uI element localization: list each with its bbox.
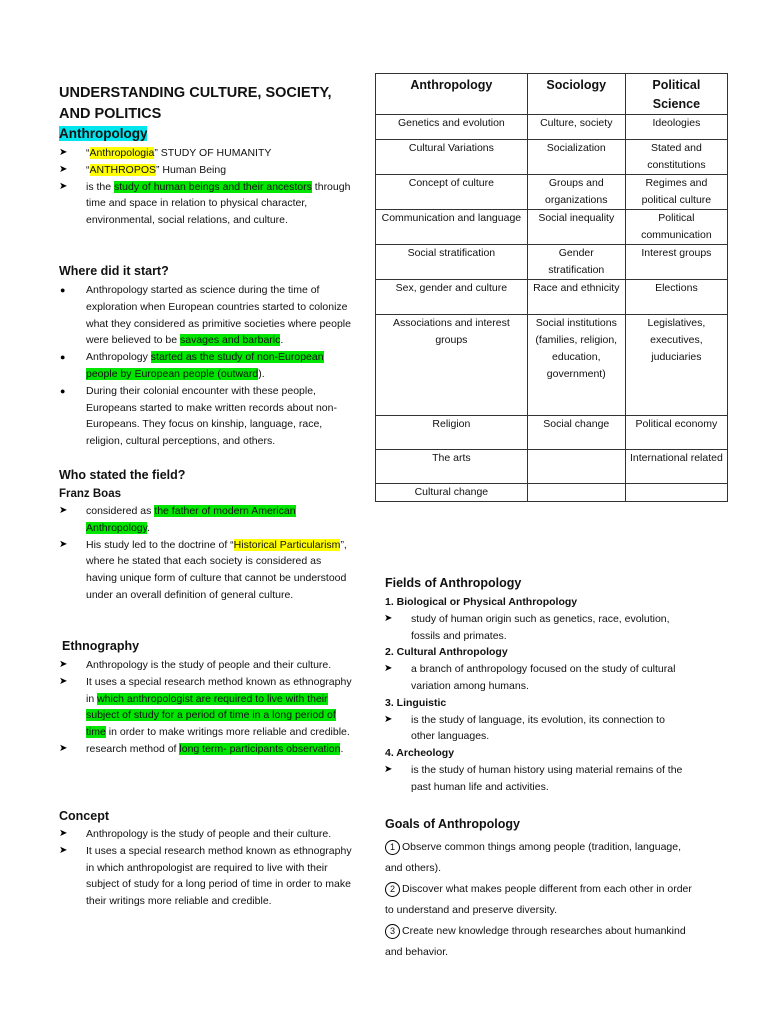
table-cell: Cultural change [376,484,528,502]
table-row [376,210,728,245]
list-item: ➤ “Anthropologia” STUDY OF HUMANITY [86,145,354,162]
table-cell [527,450,625,484]
list-item: ➤ is the study of language, its evolution, its connection to other languages. [411,712,685,746]
table-cell: Elections [625,280,727,315]
circled-number-icon: 3 [385,924,400,939]
who-heading: Who stated the field? [59,468,186,482]
circled-number-icon: 1 [385,840,400,855]
goal-item: 3 Create new knowledge through researches about humankind and behavior. [385,925,686,958]
table-cell: Gender stratification [527,245,625,280]
list-item: ➤ Anthropology is the study of people and their culture. [86,826,356,843]
table-cell: Race and ethnicity [527,280,625,315]
goal-item: 2 Discover what makes people different from each other in order to understand and preserve diversity. [385,883,692,916]
table-cell [625,484,727,502]
where-heading: Where did it start? [59,264,169,278]
table-cell: The arts [376,450,528,484]
field-title: 2. Cultural Anthropology [385,646,508,659]
table-cell: Cultural Variations [376,140,528,175]
table-cell: Religion [376,416,528,450]
list-item: ➤ research method of long term- participants observation. [86,741,356,758]
list-item: ➤ His study led to the doctrine of “Historical Particularism”, where he stated that each society is considered as having unique form of culture that cannot be understood under an overall definition of general culture. [86,537,354,604]
table-cell: Legislatives, executives, juduciaries [625,315,727,416]
fields-heading: Fields of Anthropology [385,576,522,590]
table-cell: Interest groups [625,245,727,280]
table-cell: Political economy [625,416,727,450]
table-header: Political Science [625,74,727,115]
list-item: ➤ It uses a special research method known as ethnography in which anthropologist are required to live with their subject of study for a period of time in a long period of time in order to make writings more reliable and credible. [86,674,356,741]
list-item: ➤ Anthropology is the study of people and their culture. [86,657,356,674]
table-header: Sociology [527,74,625,115]
table-cell: Concept of culture [376,175,528,210]
table-row [376,484,728,502]
ethnography-list [86,657,356,758]
list-item: ➤ study of human origin such as genetics, race, evolution, fossils and primates. [411,611,685,645]
anthropology-list [86,145,354,229]
list-item: ● During their colonial encounter with these people, Europeans started to make written records about non- Europeans. They focus on kinship, language, race, religion, cultural perceptions, and others. [86,383,354,450]
table-cell: Social institutions (families, religion, education, government) [527,315,625,416]
table-cell: Stated and constitutions [625,140,727,175]
table-row [376,245,728,280]
list-item: ➤ is the study of human beings and their ancestors through time and space in relation to physical character, environmental, social relations, and culture. [86,179,354,229]
goals-list [385,837,695,963]
table-header: Anthropology [376,74,528,115]
table-row [376,140,728,175]
table-cell [527,484,625,502]
list-item: ➤ is the study of human history using material remains of the past human life and activities. [411,762,685,796]
anthropology-heading: Anthropology [59,126,148,141]
table-cell: Communication and language [376,210,528,245]
list-item: ➤ a branch of anthropology focused on the study of cultural variation among humans. [411,661,685,695]
field-title: 4. Archeology [385,747,455,760]
table-cell: International related [625,450,727,484]
field-title: 1. Biological or Physical Anthropology [385,596,578,608]
field-title: 3. Linguistic [385,696,447,709]
comparison-table [375,73,728,502]
list-item: ➤ considered as the father of modern American Anthropology. [86,503,354,537]
list-item: ● Anthropology started as science during the time of exploration when European countries started to colonize what they considered as primitive societies where people were believed to be savages and barbaric. [86,282,354,349]
table-row [376,175,728,210]
table-cell: Groups and organizations [527,175,625,210]
goals-heading: Goals of Anthropology [385,817,520,831]
table-cell: Social stratification [376,245,528,280]
list-item: ● Anthropology started as the study of non-European people by European people (outward). [86,349,354,383]
table-row [376,416,728,450]
table-row [376,450,728,484]
goal-item: 1 Observe common things among people (tradition, language, and others). [385,841,681,874]
ethnography-heading: Ethnography [62,639,140,653]
table-cell: Genetics and evolution [376,115,528,140]
circled-number-icon: 2 [385,882,400,897]
table-cell: Culture, society [527,115,625,140]
fields-list [385,594,685,796]
who-list [86,503,354,604]
concept-heading: Concept [59,809,109,823]
table-cell: Sex, gender and culture [376,280,528,315]
table-cell: Socialization [527,140,625,175]
table-row [376,280,728,315]
table-cell: Social inequality [527,210,625,245]
list-item: ➤ It uses a special research method known as ethnography in which anthropologist are required to live with their subject of study for a long period of time in order to make their writings more reliable and credible. [86,843,356,910]
page-title: UNDERSTANDING CULTURE, SOCIETY, AND POLITICS [59,85,332,122]
table-row [376,115,728,140]
table-row [376,315,728,416]
table-cell: Ideologies [625,115,727,140]
table-cell: Social change [527,416,625,450]
table-header-row [376,74,728,115]
person-name: Franz Boas [59,488,121,500]
where-list [86,282,354,450]
concept-list [86,826,356,910]
table-cell: Regimes and political culture [625,175,727,210]
list-item: ➤ “ANTHROPOS” Human Being [86,162,354,179]
table-cell: Associations and interest groups [376,315,528,416]
table-cell: Political communication [625,210,727,245]
